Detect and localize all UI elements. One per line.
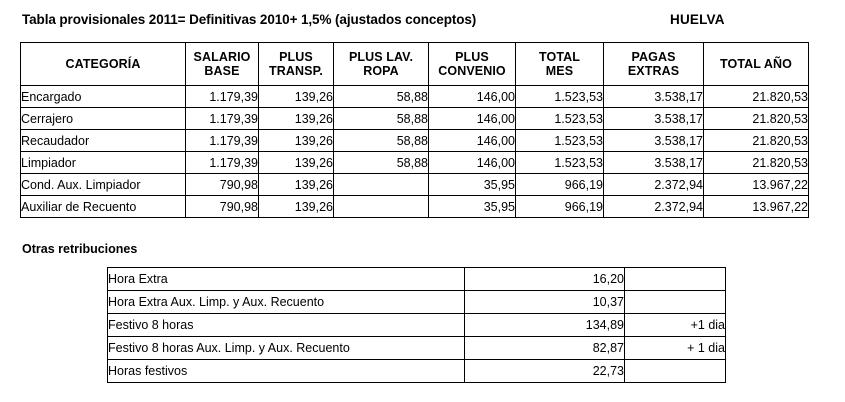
other-retributions-table (107, 267, 726, 383)
column-header-salario-base-line1: SALARIO (193, 50, 251, 64)
cell-nota (625, 268, 726, 291)
cell-plus-convenio: 146,00 (429, 152, 516, 174)
table-row (108, 337, 726, 360)
cell-pagas-extras: 3.538,17 (604, 108, 704, 130)
region-label: HUELVA (670, 12, 725, 27)
table-row (108, 360, 726, 383)
cell-plus-convenio: 146,00 (429, 86, 516, 108)
cell-plus-convenio: 35,95 (429, 196, 516, 218)
column-header-plus-convenio (429, 43, 516, 86)
cell-total-mes: 1.523,53 (516, 152, 604, 174)
cell-salario-base: 790,98 (186, 196, 259, 218)
other-retributions-title: Otras retribuciones (22, 242, 138, 256)
column-header-plus-transp-line2: TRANSP. (269, 64, 323, 78)
cell-plus-transp: 139,26 (259, 152, 334, 174)
column-header-pagas-extras-line1: PAGAS (631, 50, 676, 64)
column-header-plus-transp-line1: PLUS (279, 50, 313, 64)
cell-concepto: Hora Extra Aux. Limp. y Aux. Recuento (108, 291, 465, 314)
column-header-plus-lav-ropa-line1: PLUS LAV. (348, 50, 414, 64)
cell-concepto: Festivo 8 horas (108, 314, 465, 337)
cell-plus-transp: 139,26 (259, 86, 334, 108)
column-header-plus-transp (259, 43, 334, 86)
column-header-categoria-line1: CATEGORÍA (65, 57, 141, 71)
cell-total-mes: 1.523,53 (516, 130, 604, 152)
column-header-total-mes-line2: MES (545, 64, 574, 78)
cell-plus-lav-ropa: 58,88 (334, 108, 429, 130)
cell-importe: 10,37 (465, 291, 625, 314)
cell-plus-convenio: 35,95 (429, 174, 516, 196)
column-header-plus-lav-ropa-line2: ROPA (363, 64, 399, 78)
cell-total-ano: 21.820,53 (704, 108, 809, 130)
table-row (108, 314, 726, 337)
column-header-categoria (21, 43, 186, 86)
cell-total-mes: 1.523,53 (516, 86, 604, 108)
other-retributions-table-body (108, 268, 726, 383)
salary-table-head (21, 43, 809, 86)
cell-nota: + 1 dia (625, 337, 726, 360)
column-header-pagas-extras (604, 43, 704, 86)
cell-pagas-extras: 3.538,17 (604, 152, 704, 174)
column-header-pagas-extras-line2: EXTRAS (627, 64, 680, 78)
cell-plus-lav-ropa: 58,88 (334, 86, 429, 108)
cell-categoria: Cerrajero (21, 108, 186, 130)
cell-plus-transp: 139,26 (259, 196, 334, 218)
cell-importe: 82,87 (465, 337, 625, 360)
cell-plus-lav-ropa (334, 174, 429, 196)
column-header-plus-convenio-line2: CONVENIO (438, 64, 506, 78)
column-header-plus-lav-ropa (334, 43, 429, 86)
cell-plus-transp: 139,26 (259, 108, 334, 130)
cell-plus-transp: 139,26 (259, 130, 334, 152)
other-retributions-table-container (107, 267, 725, 383)
column-header-plus-convenio-line1: PLUS (455, 50, 489, 64)
table-row (21, 174, 809, 196)
cell-total-ano: 13.967,22 (704, 196, 809, 218)
cell-plus-convenio: 146,00 (429, 130, 516, 152)
salary-table-body (21, 86, 809, 218)
cell-salario-base: 1.179,39 (186, 130, 259, 152)
column-header-total-mes-line1: TOTAL (538, 50, 580, 64)
table-row (21, 108, 809, 130)
table-row (108, 291, 726, 314)
cell-concepto: Festivo 8 horas Aux. Limp. y Aux. Recuento (108, 337, 465, 360)
cell-total-ano: 13.967,22 (704, 174, 809, 196)
table-row (21, 130, 809, 152)
cell-salario-base: 790,98 (186, 174, 259, 196)
cell-categoria: Auxiliar de Recuento (21, 196, 186, 218)
cell-total-ano: 21.820,53 (704, 130, 809, 152)
cell-plus-lav-ropa (334, 196, 429, 218)
cell-importe: 22,73 (465, 360, 625, 383)
cell-plus-transp: 139,26 (259, 174, 334, 196)
cell-total-mes: 966,19 (516, 174, 604, 196)
table-header-row (21, 43, 809, 86)
cell-pagas-extras: 2.372,94 (604, 174, 704, 196)
cell-pagas-extras: 3.538,17 (604, 86, 704, 108)
table-row (21, 86, 809, 108)
column-header-salario-base (186, 43, 259, 86)
cell-salario-base: 1.179,39 (186, 152, 259, 174)
cell-categoria: Recaudador (21, 130, 186, 152)
cell-salario-base: 1.179,39 (186, 108, 259, 130)
page-title: Tabla provisionales 2011= Definitivas 2010+ 1,5% (ajustados conceptos) (22, 12, 477, 27)
cell-total-mes: 966,19 (516, 196, 604, 218)
cell-plus-lav-ropa: 58,88 (334, 130, 429, 152)
cell-total-ano: 21.820,53 (704, 86, 809, 108)
cell-total-mes: 1.523,53 (516, 108, 604, 130)
cell-nota (625, 291, 726, 314)
cell-plus-convenio: 146,00 (429, 108, 516, 130)
table-row (21, 196, 809, 218)
cell-categoria: Cond. Aux. Limpiador (21, 174, 186, 196)
cell-categoria: Limpiador (21, 152, 186, 174)
column-header-total-ano (704, 43, 809, 86)
table-row (21, 152, 809, 174)
cell-concepto: Horas festivos (108, 360, 465, 383)
column-header-total-mes (516, 43, 604, 86)
column-header-salario-base-line2: BASE (204, 64, 240, 78)
cell-pagas-extras: 3.538,17 (604, 130, 704, 152)
cell-importe: 134,89 (465, 314, 625, 337)
document-header (22, 12, 812, 32)
salary-table (20, 42, 809, 218)
salary-table-container (20, 42, 808, 218)
column-header-total-ano-line1: TOTAL AÑO (720, 57, 792, 71)
cell-pagas-extras: 2.372,94 (604, 196, 704, 218)
cell-nota (625, 360, 726, 383)
cell-nota: +1 dia (625, 314, 726, 337)
table-row (108, 268, 726, 291)
cell-importe: 16,20 (465, 268, 625, 291)
cell-plus-lav-ropa: 58,88 (334, 152, 429, 174)
cell-concepto: Hora Extra (108, 268, 465, 291)
cell-total-ano: 21.820,53 (704, 152, 809, 174)
cell-categoria: Encargado (21, 86, 186, 108)
cell-salario-base: 1.179,39 (186, 86, 259, 108)
